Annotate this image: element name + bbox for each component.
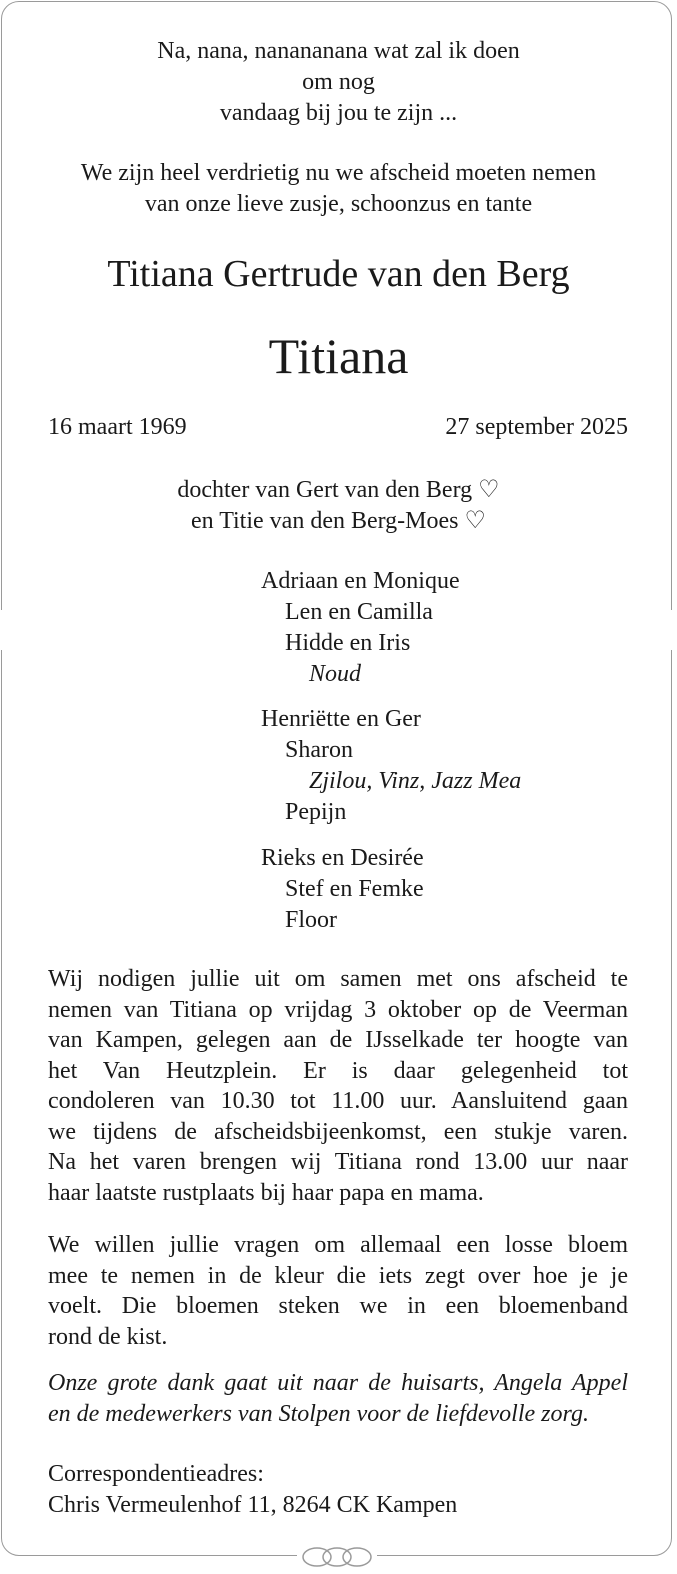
poem-line-1: Na, nana, nanananana wat zal ik doen — [157, 38, 520, 64]
full-name: Titiana Gertrude van den Berg — [107, 253, 570, 295]
invitation-line: van Kampen, gelegen aan de IJsselkade ter hoogte van — [48, 1027, 628, 1053]
family-member: Pepijn — [285, 799, 347, 825]
invitation-line: condoleren van 10.30 tot 11.00 uur. Aansluitend gaan — [48, 1088, 628, 1114]
poem-line-3: vandaag bij jou te zijn ... — [219, 100, 458, 126]
birth-date: 16 maart 1969 — [48, 414, 187, 440]
family-member: Len en Camilla — [285, 599, 433, 625]
intro-line-2: van onze lieve zusje, schoonzus en tante — [144, 191, 533, 217]
border-ornament-icon — [297, 1545, 377, 1569]
flowers-line: voelt. Die bloemen steken we in een bloemenband — [48, 1293, 628, 1319]
family-member: Hidde en Iris — [285, 630, 411, 656]
correspondence-label: Correspondentieadres: — [48, 1461, 264, 1487]
first-name: Titiana — [268, 328, 409, 384]
family-member: Henriëtte en Ger — [261, 706, 421, 732]
intro-line-1: We zijn heel verdrietig nu we afscheid moeten nemen — [80, 160, 597, 186]
thanks-paragraph — [48, 1368, 628, 1429]
parents-line-2: en Titie van den Berg-Moes ♡ — [190, 508, 487, 534]
thanks-line: en de medewerkers van Stolpen voor de liefdevolle zorg. — [48, 1400, 589, 1427]
flowers-paragraph — [48, 1230, 628, 1352]
family-member: Floor — [285, 907, 338, 933]
family-member: Adriaan en Monique — [261, 568, 460, 594]
flowers-line: We willen jullie vragen om allemaal een losse bloem — [48, 1232, 628, 1258]
correspondence-address: Chris Vermeulenhof 11, 8264 CK Kampen — [48, 1492, 458, 1518]
invitation-line: Na het varen brengen wij Titiana rond 13.00 uur naar — [48, 1149, 628, 1175]
family-member: Sharon — [285, 737, 353, 763]
family-member: Noud — [309, 661, 362, 687]
death-date: 27 september 2025 — [445, 414, 628, 440]
right-border-notch — [669, 610, 675, 650]
family-member: Zjilou, Vinz, Jazz Mea — [309, 768, 522, 794]
flowers-line: rond de kist. — [48, 1323, 168, 1350]
family-member: Stef en Femke — [285, 876, 424, 902]
poem-line-2: om nog — [302, 69, 375, 95]
parents-line-1: dochter van Gert van den Berg ♡ — [177, 477, 500, 503]
invitation-paragraph — [48, 964, 628, 1208]
invitation-line: we tijdens de afscheidsbijeenkomst, een stukje varen. — [48, 1118, 628, 1145]
thanks-line: Onze grote dank gaat uit naar de huisarts, Angela Appel — [48, 1370, 628, 1396]
invitation-line: het Van Heutzplein. Er is daar gelegenheid tot — [48, 1057, 628, 1084]
left-border-notch — [0, 610, 6, 650]
family-member: Rieks en Desirée — [261, 845, 424, 871]
flowers-line: mee te nemen in de kleur die iets zegt over hoe je je — [48, 1262, 628, 1289]
invitation-line: haar laatste rustplaats bij haar papa en mama. — [48, 1179, 484, 1206]
invitation-line: nemen van Titiana op vrijdag 3 oktober op de Veerman — [48, 996, 628, 1023]
invitation-line: Wij nodigen jullie uit om samen met ons afscheid te — [48, 966, 628, 992]
